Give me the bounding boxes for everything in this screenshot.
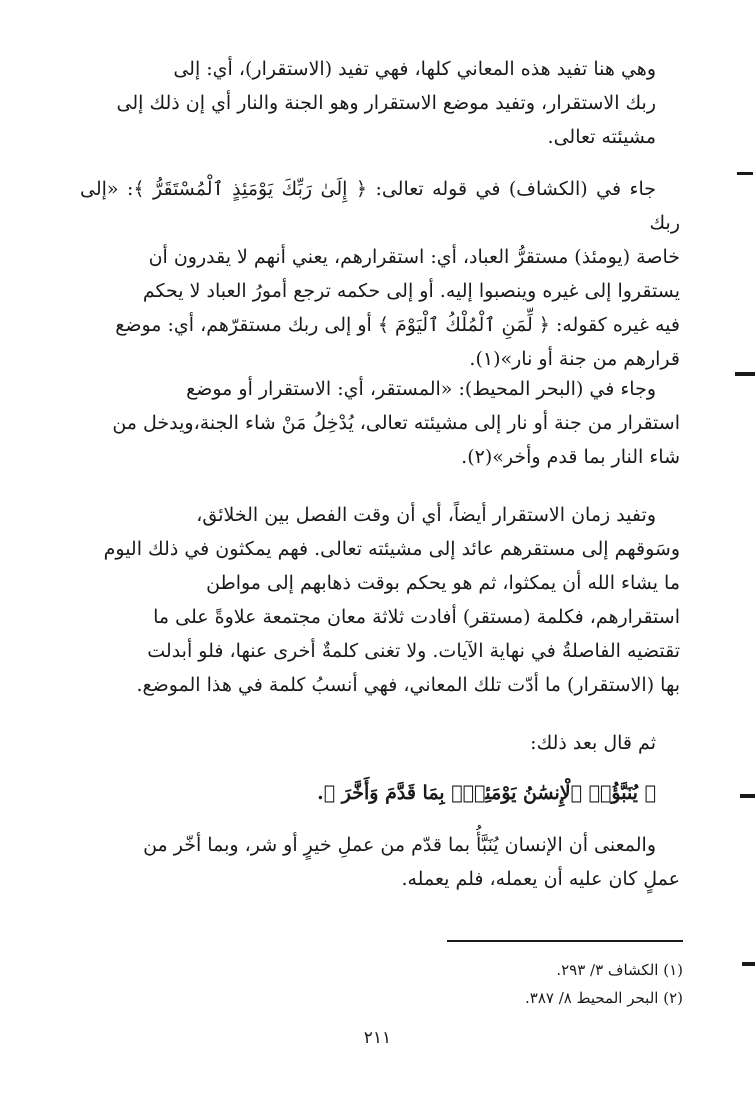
paragraph-3 [80, 372, 680, 474]
text-line: يستقروا إلى غيره وينصبوا إليه. أو إلى حكمه ترجع أمورُ العباد لا يحكم [142, 280, 680, 302]
text-line: ﴿ يُنَبَّؤُا۟ ٱلْإِنسَٰنُ يَوْمَئِذٍۭ بِمَا قَدَّمَ وَأَخَّرَ ﴾. [317, 782, 656, 804]
scan-edge-mark [735, 372, 755, 376]
footnote-1: (١) الكشاف ٣/ ٢٩٣. [556, 961, 683, 979]
scan-edge-mark [737, 172, 753, 175]
paragraph-2 [80, 172, 680, 376]
text-line: مشيئته تعالى. [547, 126, 656, 148]
text-line: فيه غيره كقوله: ﴿ لِّمَنِ ٱلْمُلْكُ ٱلْيَوْمَ ﴾ أو إلى ربك مستقرّهم، أي: موضع [115, 314, 680, 336]
paragraph-4 [80, 498, 680, 702]
text-line: تقتضيه الفاصلةُ في نهاية الآيات. ولا تغنى كلمةٌ أخرى عنها، فلو أبدلت [147, 640, 680, 662]
text-line: جاء في (الكشاف) في قوله تعالى: ﴿ إِلَىٰ رَبِّكَ يَوْمَئِذٍ ٱلْمُسْتَقَرُّ ﴾: «إلى ربك [80, 178, 680, 234]
paragraph-5 [80, 726, 680, 760]
page-number: ٢١١ [363, 1028, 392, 1048]
text-line: ما يشاء الله أن يمكثوا، ثم هو يحكم بوقت ذهابهم إلى مواطن [206, 572, 680, 594]
text-line: بها (الاستقرار) ما أدّت تلك المعاني، فهي أنسبُ كلمة في هذا الموضع. [136, 674, 680, 696]
text-line: عملٍ كان عليه أن يعمله، فلم يعمله. [401, 868, 680, 890]
text-line: قرارهم من جنة أو نار»(١). [469, 348, 680, 370]
text-line: وهي هنا تفيد هذه المعاني كلها، فهي تفيد (الاستقرار)، أي: إلى [173, 58, 656, 80]
scan-edge-mark [740, 794, 755, 798]
text-line: ربك الاستقرار، وتفيد موضع الاستقرار وهو الجنة والنار أي إن ذلك إلى [116, 92, 656, 114]
paragraph-1 [80, 52, 680, 154]
paragraph-7 [80, 828, 680, 896]
text-line: استقرارهم، فكلمة (مستقر) أفادت ثلاثة معان مجتمعة علاوةً على ما [153, 606, 680, 628]
text-line: ثم قال بعد ذلك: [530, 732, 656, 754]
text-line: وتفيد زمان الاستقرار أيضاً، أي أن وقت الفصل بين الخلائق، [196, 504, 656, 526]
text-line: والمعنى أن الإنسان يُنَبَّأُ بما قدّم من عملِ خيرٍ أو شر، وبما أخّر من [143, 834, 656, 856]
text-line: وسَوقهم إلى مستقرهم عائد إلى مشيئته تعالى. فهم يمكثون في ذلك اليوم [103, 538, 680, 560]
text-line: استقرار من جنة أو نار إلى مشيئته تعالى، يُدْخِلُ مَنْ شاء الجنة،ويدخل من [112, 412, 680, 434]
footnote-separator [447, 940, 683, 942]
footnotes [300, 956, 683, 1012]
quran-verse [80, 776, 680, 810]
text-line: خاصة (يومئذ) مستقرُّ العباد، أي: استقرارهم، يعني أنهم لا يقدرون أن [148, 246, 680, 268]
text-line: شاء النار بما قدم وأخر»(٢). [461, 446, 680, 468]
footnote-2: (٢) البحر المحيط ٨/ ٣٨٧. [524, 989, 683, 1007]
text-line: وجاء في (البحر المحيط): «المستقر، أي: الاستقرار أو موضع [186, 378, 656, 400]
scan-edge-mark [742, 962, 755, 966]
